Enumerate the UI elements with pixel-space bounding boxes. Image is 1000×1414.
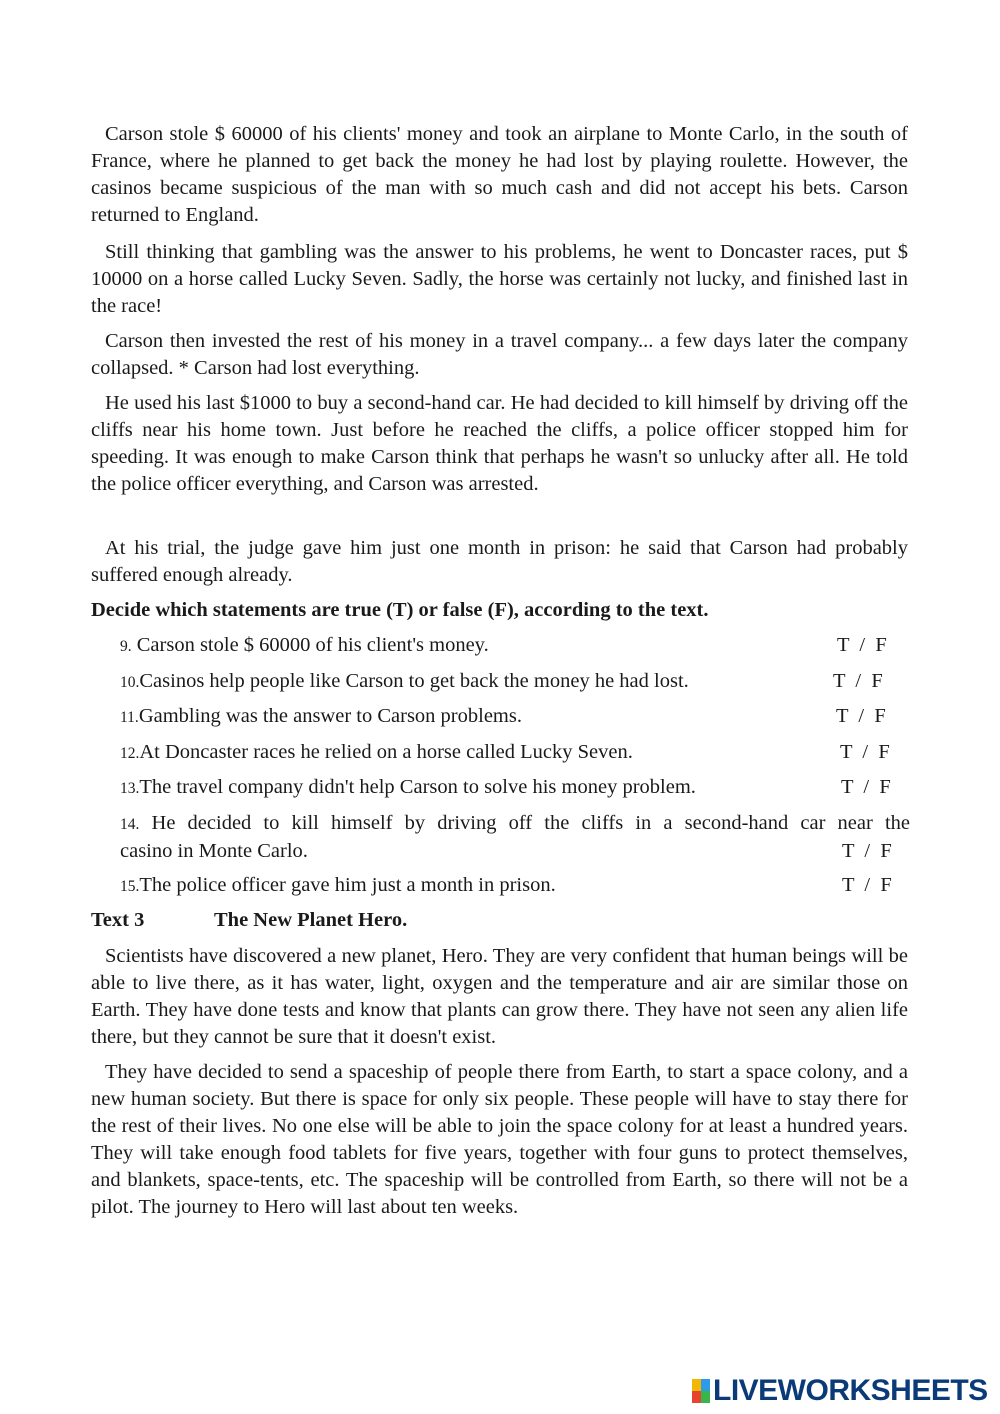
question-number: 13. <box>120 780 140 797</box>
story-paragraph-2: Still thinking that gambling was the answer to his problems, he went to Doncaster races, put $ 10000 on a horse called Lucky Seven. Sadly, the horse was certainly not lucky, and finished last in the race! <box>91 241 908 317</box>
liveworksheets-logo-text: LIVEWORKSHEETS <box>713 1374 988 1407</box>
question-text: He decided to kill himself by driving off the cliffs in a second-hand car near the <box>151 812 911 834</box>
question-text: The travel company didn't help Carson to solve his money problem. <box>139 776 696 798</box>
liveworksheets-logo <box>692 1376 988 1406</box>
question-12 <box>120 739 910 767</box>
true-false-choice[interactable]: T / F <box>842 874 892 896</box>
text3-paragraph-1: Scientists have discovered a new planet, Hero. They are very confident that human beings will be able to live there, as it has water, light, oxygen and the temperature and air are similar those on Earth. They have done tests and know that plants can grow there. They have not seen any alien life there, but they cannot be sure that it doesn't exist. <box>91 945 908 1048</box>
question-number: 9. <box>120 638 132 655</box>
question-number: 14. <box>120 816 140 833</box>
question-number: 10. <box>120 674 140 691</box>
instruction-heading: Decide which statements are true (T) or false (F), according to the text. <box>91 599 709 621</box>
true-false-choice[interactable]: T / F <box>836 705 886 727</box>
question-14 <box>120 810 910 865</box>
text3-heading <box>91 907 591 934</box>
true-false-choice[interactable]: T / F <box>833 670 883 692</box>
question-text-continued: casino in Monte Carlo. <box>120 840 308 862</box>
question-15 <box>120 872 910 900</box>
question-number: 12. <box>120 745 140 762</box>
true-false-choice[interactable]: T / F <box>840 741 890 763</box>
question-9 <box>120 632 910 660</box>
question-text: At Doncaster races he relied on a horse called Lucky Seven. <box>139 741 633 763</box>
text3-paragraph-2: They have decided to send a spaceship of people there from Earth, to start a space colony, and a new human society. But there is space for only six people. These people will have to stay there for the rest of their lives. No one else will be able to join the space colony for at least a hundred years. They will take enough food tablets for five years, together with four guns to protect themselves, and blankets, space-tents, etc. The spaceship will be controlled from Earth, so there will not be a pilot. The journey to Hero will last about ten weeks. <box>91 1061 908 1218</box>
text3-label: Text 3 <box>91 909 145 931</box>
question-text: Gambling was the answer to Carson problems. <box>138 705 522 727</box>
story-paragraph-5: At his trial, the judge gave him just one month in prison: he said that Carson had probably suffered enough already. <box>91 537 908 586</box>
question-text: Carson stole $ 60000 of his client's money. <box>136 634 489 656</box>
story-paragraph-1: Carson stole $ 60000 of his clients' money and took an airplane to Monte Carlo, in the south of France, where he planned to get back the money he had lost by playing roulette. However, the casinos became suspicious of the man with so much cash and did not accept his bets. Carson returned to England. <box>91 123 908 226</box>
story-paragraph-4: He used his last $1000 to buy a second-hand car. He had decided to kill himself by driving off the cliffs near his home town. Just before he reached the cliffs, a police officer stopped him for speeding. It was enough to make Carson think that perhaps he wasn't so unlucky after all. He told the police officer everything, and Carson was arrested. <box>91 392 908 495</box>
question-text: Casinos help people like Carson to get back the money he had lost. <box>139 670 689 692</box>
question-10 <box>120 668 910 696</box>
story-paragraph-3: Carson then invested the rest of his money in a travel company... a few days later the company collapsed. * Carson had lost everything. <box>91 330 908 379</box>
question-number: 11. <box>120 709 139 726</box>
question-text: The police officer gave him just a month in prison. <box>139 874 556 896</box>
true-false-choice[interactable]: T / F <box>841 776 891 798</box>
liveworksheets-logo-icon <box>692 1379 710 1403</box>
true-false-choice[interactable]: T / F <box>837 634 887 656</box>
text3-title: The New Planet Hero. <box>214 909 408 931</box>
question-11 <box>120 703 910 731</box>
question-13 <box>120 774 910 802</box>
true-false-choice[interactable]: T / F <box>842 840 892 862</box>
question-number: 15. <box>120 878 140 895</box>
